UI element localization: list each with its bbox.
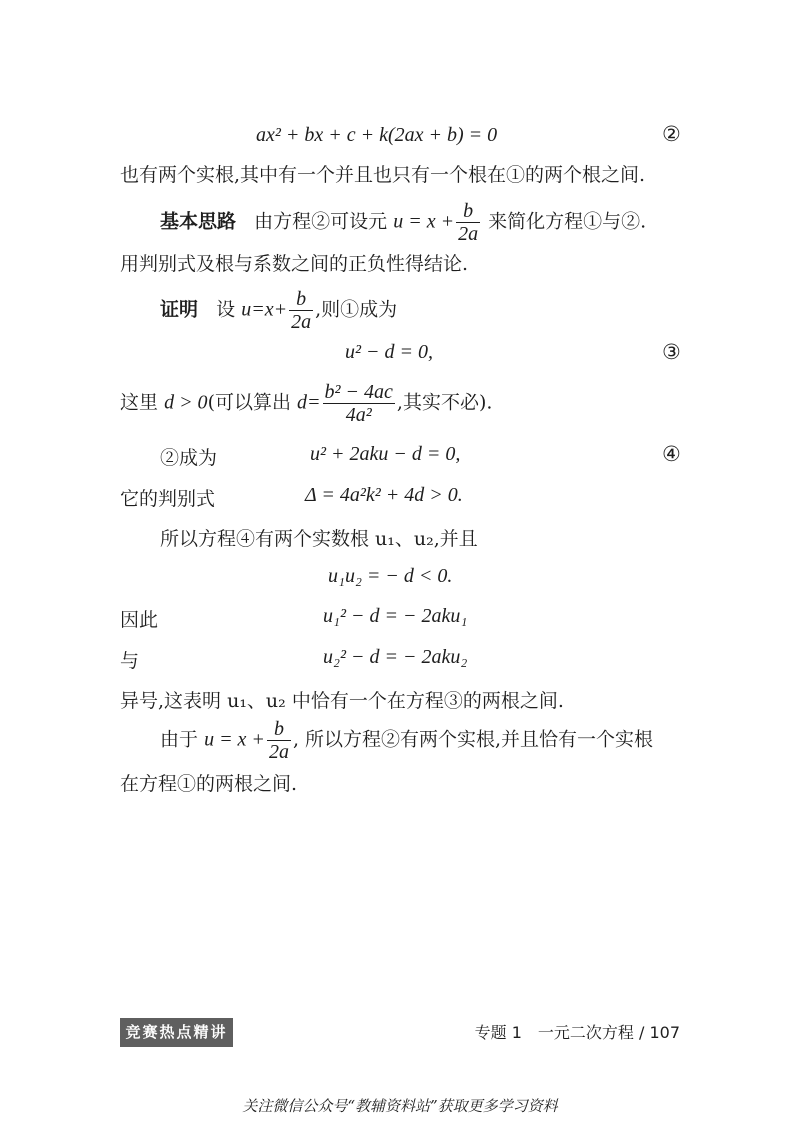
substitution-lhs: u = x +	[393, 210, 455, 233]
basic-idea-line	[160, 200, 646, 245]
conclusion-fraction: $\frac{b}{2a}$	[268, 718, 289, 763]
discriminant-expr: Δ = 4a²k² + 4d > 0.	[305, 484, 463, 506]
roots-line: 所以方程④有两个实数根 u₁、u₂,并且	[160, 528, 478, 550]
conclusion-line	[160, 718, 653, 763]
proof-text-after: ,则①成为	[315, 298, 398, 321]
proof-substitution: u=x+	[241, 298, 288, 321]
footer-section-tag: 竞赛热点精讲	[120, 1018, 233, 1047]
d-line	[120, 381, 492, 426]
conclusion-text: 由于	[160, 728, 199, 751]
equation-2: ax² + bx + c + k(2ax + b) = 0	[256, 124, 498, 146]
d-lhs: d=	[297, 391, 321, 414]
proof-label: 证明	[160, 298, 199, 321]
equation-4: u² + 2aku − d = 0,	[310, 443, 461, 465]
therefore-label: 因此	[120, 609, 159, 631]
d-condition: d > 0	[164, 391, 208, 414]
proof-line	[160, 288, 397, 333]
equation-number-4: ④	[662, 442, 681, 466]
proof-text: 设	[216, 298, 236, 321]
conclusion-text-after: , 所以方程②有两个实根,并且恰有一个实根	[292, 728, 654, 751]
basic-idea-text: 由方程②可设元	[254, 210, 388, 233]
d-line-text: 这里	[120, 391, 159, 414]
basic-idea-label: 基本思路	[160, 210, 237, 233]
fraction-b-over-2a: $\frac{b}{2a}$	[458, 200, 479, 245]
d-fraction: $\frac{\text{b² − 4ac}}{\text{4a²}}$	[324, 381, 393, 426]
and-label: 与	[120, 650, 140, 672]
therefore-expr: u₁² − d = − 2aku₁	[323, 605, 468, 627]
conclusion-line2: 在方程①的两根之间.	[120, 773, 298, 795]
basic-idea-text-after: 来简化方程①与②.	[488, 210, 647, 233]
equation-3: u² − d = 0,	[345, 341, 433, 363]
conclusion-substitution: u = x +	[204, 728, 265, 751]
equation-4-label: ②成为	[160, 447, 218, 469]
footer-chapter-page: 专题 1 一元二次方程 / 107	[474, 1023, 680, 1042]
d-line-paren: (可以算出	[207, 391, 291, 414]
opposite-sign-line: 异号,这表明 u₁、u₂ 中恰有一个在方程③的两根之间.	[120, 690, 564, 712]
proof-fraction: $\frac{b}{2a}$	[291, 288, 312, 333]
text-both-real-roots: 也有两个实根,其中有一个并且也只有一个根在①的两个根之间.	[120, 164, 646, 186]
equation-number-2: ②	[662, 122, 681, 146]
discriminant-label: 它的判别式	[120, 488, 216, 510]
equation-number-3: ③	[662, 340, 681, 364]
and-expr: u₂² − d = − 2aku₂	[323, 646, 468, 668]
product-of-roots: u₁u₂ = − d < 0.	[328, 565, 453, 587]
basic-idea-line2: 用判别式及根与系数之间的正负性得结论.	[120, 253, 469, 275]
bottom-watermark-note: 关注微信公众号“教辅资料站”获取更多学习资料	[242, 1097, 558, 1115]
d-line-after: ,其实不必).	[396, 391, 493, 414]
